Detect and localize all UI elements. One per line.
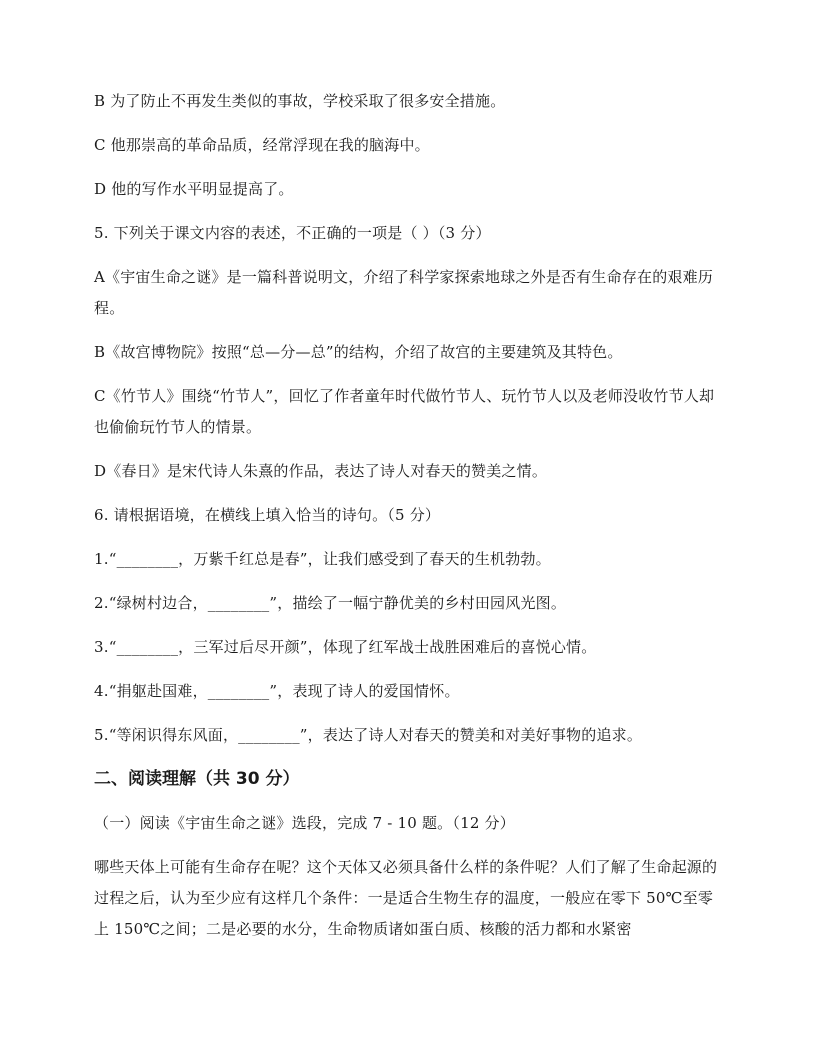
option-c-line: C 他那崇高的革命品质，经常浮现在我的脑海中。 bbox=[94, 136, 430, 154]
q5-option-a: A《宇宙生命之谜》是一篇科普说明文，介绍了科学家探索地球之外是否有生命存在的艰难历程。 bbox=[94, 268, 714, 317]
q6-item-1: 1.“________，万紫千红总是春”，让我们感受到了春天的生机勃勃。 bbox=[94, 550, 551, 568]
subsection-heading: （一）阅读《宇宙生命之谜》选段，完成 7 - 10 题。（12 分） bbox=[94, 814, 515, 832]
option-b-line: B 为了防止不再发生类似的事故，学校采取了很多安全措施。 bbox=[94, 92, 506, 110]
q5-option-d: D《春日》是宋代诗人朱熹的作品，表达了诗人对春天的赞美之情。 bbox=[94, 462, 548, 480]
reading-passage: 哪些天体上可能有生命存在呢？这个天体又必须具备什么样的条件呢？人们了解了生命起源的过程之后，认为至少应有这样几个条件：一是适合生物生存的温度，一般应在零下 50℃至零上 150℃之间；二是必要的水分，生命物质诸如蛋白质、核酸的活力都和水紧密 bbox=[94, 858, 718, 938]
q6-item-3: 3.“________，三军过后尽开颜”，体现了红军战士战胜困难后的喜悦心情。 bbox=[94, 638, 597, 656]
section-heading: 二、阅读理解（共 30 分） bbox=[94, 769, 300, 789]
q6-item-4: 4.“捐躯赴国难，________”，表现了诗人的爱国情怀。 bbox=[94, 682, 460, 700]
q6-item-5: 5.“等闲识得东风面，________”，表达了诗人对春天的赞美和对美好事物的追求。 bbox=[94, 726, 643, 744]
question-5: 5. 下列关于课文内容的表述，不正确的一项是（ ）（3 分） bbox=[94, 224, 491, 242]
q5-option-c: C《竹节人》围绕“竹节人”，回忆了作者童年时代做竹节人、玩竹节人以及老师没收竹节人却也偷偷玩竹节人的情景。 bbox=[94, 387, 715, 436]
question-6: 6. 请根据语境，在横线上填入恰当的诗句。（5 分） bbox=[94, 506, 441, 524]
option-d-line: D 他的写作水平明显提高了。 bbox=[94, 180, 294, 198]
q5-option-b: B《故宫博物院》按照“总—分—总”的结构，介绍了故宫的主要建筑及其特色。 bbox=[94, 343, 623, 361]
q6-item-2: 2.“绿树村边合，________”，描绘了一幅宁静优美的乡村田园风光图。 bbox=[94, 594, 567, 612]
